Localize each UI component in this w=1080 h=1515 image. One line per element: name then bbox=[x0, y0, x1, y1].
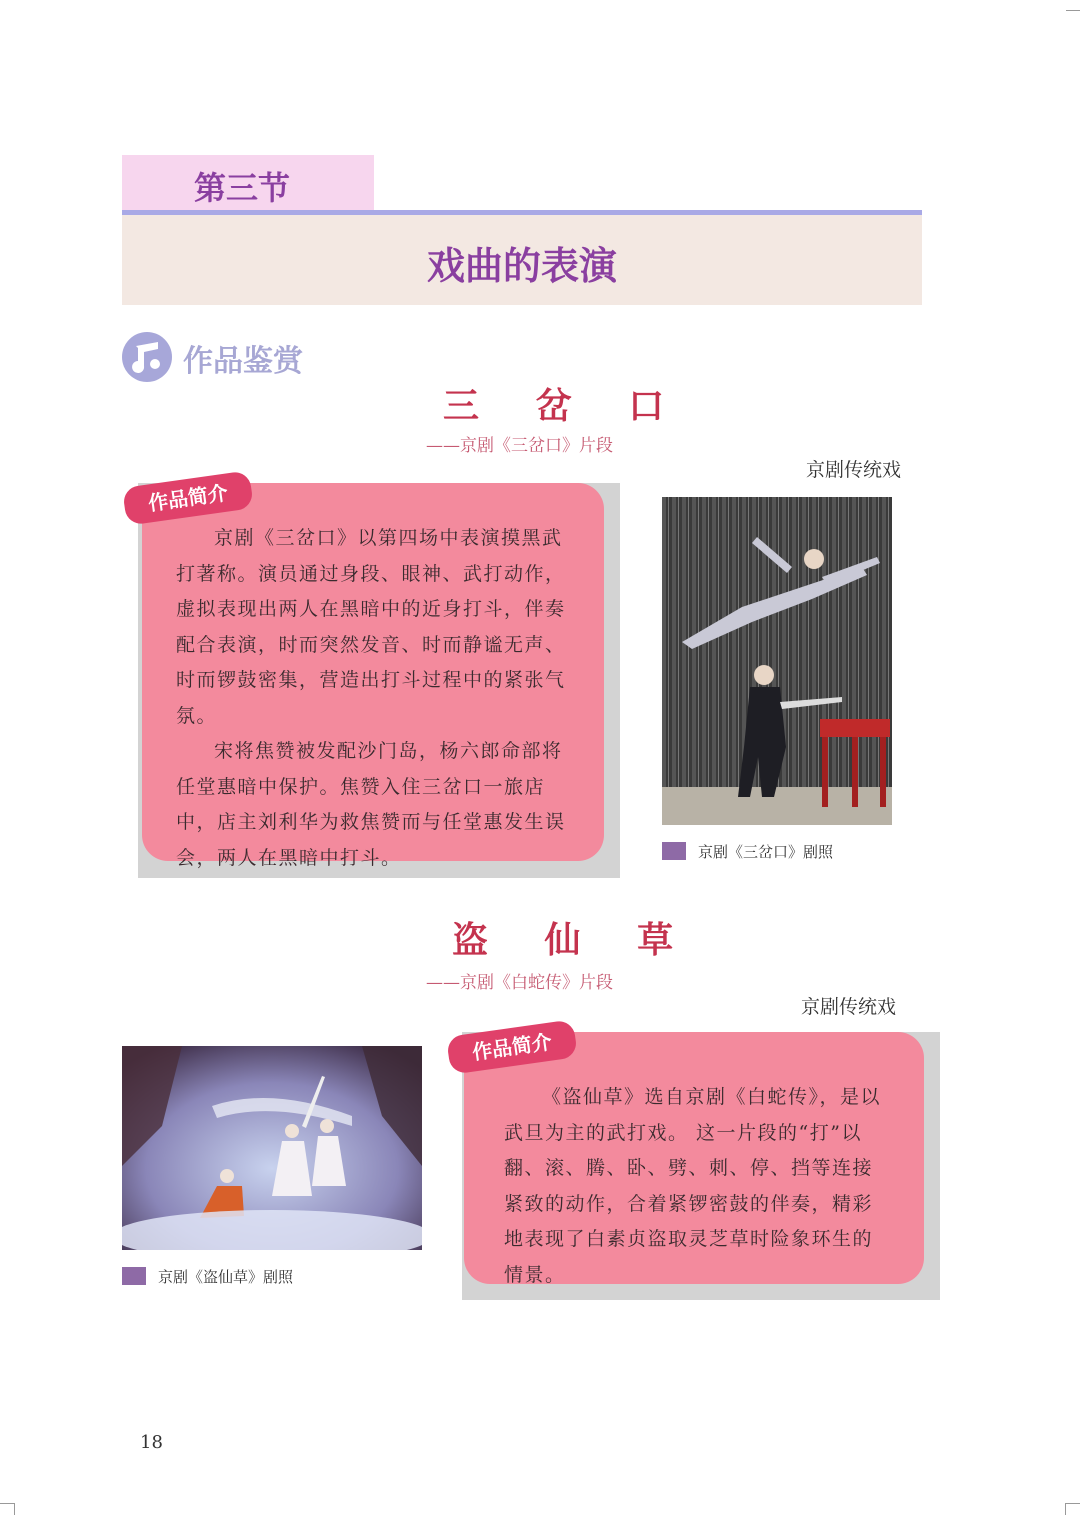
work-subtitle: ——京剧《白蛇传》片段 bbox=[426, 973, 613, 993]
intro-card bbox=[142, 483, 604, 869]
intro-tag: 作品简介 bbox=[446, 1019, 578, 1074]
intro-paragraph: 《盗仙草》选自京剧《白蛇传》，是以武旦为主的武打戏。 这一片段的“打”以翻、滚、腾、卧、劈、刺、停、挡等连接紧致的动作，合着紧锣密鼓的伴奏，精彩地表现了白素贞盗取灵芝草时险象环生的情景。 bbox=[504, 1086, 882, 1286]
section-tab bbox=[122, 155, 374, 211]
music-note-icon bbox=[122, 332, 172, 382]
tradition-label: 京剧传统戏 bbox=[806, 459, 902, 481]
caption-marker bbox=[662, 842, 686, 860]
intro-tag: 作品简介 bbox=[122, 470, 254, 525]
work-subtitle: ——京剧《三岔口》片段 bbox=[426, 436, 613, 456]
page-number: 18 bbox=[140, 1432, 163, 1453]
caption-marker bbox=[122, 1267, 146, 1285]
intro-paragraph: 宋将焦赞被发配沙门岛，杨六郎命部将任堂惠暗中保护。焦赞入住三岔口一旅店中，店主刘利华为救焦赞而与任堂惠发生误会，两人在黑暗中打斗。 bbox=[176, 740, 566, 869]
intro-paragraph: 京剧《三岔口》以第四场中表演摸黑武打著称。演员通过身段、眼神、武打动作，虚拟表现出两人在黑暗中的近身打斗，伴奏配合表演，时而突然发音、时而静谧无声、时而锣鼓密集，营造出打斗过程中的紧张气氛。 bbox=[176, 527, 566, 727]
photo-caption: 京剧《三岔口》剧照 bbox=[698, 843, 834, 861]
photo-caption: 京剧《盗仙草》剧照 bbox=[158, 1268, 294, 1286]
section-title: 戏曲的表演 bbox=[426, 244, 617, 288]
section-number: 第三节 bbox=[194, 169, 291, 207]
tradition-label: 京剧传统戏 bbox=[801, 996, 897, 1018]
work-title: 三 岔 口 bbox=[443, 385, 687, 427]
stage-photo bbox=[662, 497, 892, 825]
intro-card bbox=[464, 1032, 924, 1284]
appreciation-heading: 作品鉴赏 bbox=[183, 344, 303, 379]
stage-photo bbox=[122, 1046, 422, 1250]
section-title-box bbox=[122, 215, 922, 305]
work-title: 盗 仙 草 bbox=[452, 919, 696, 961]
